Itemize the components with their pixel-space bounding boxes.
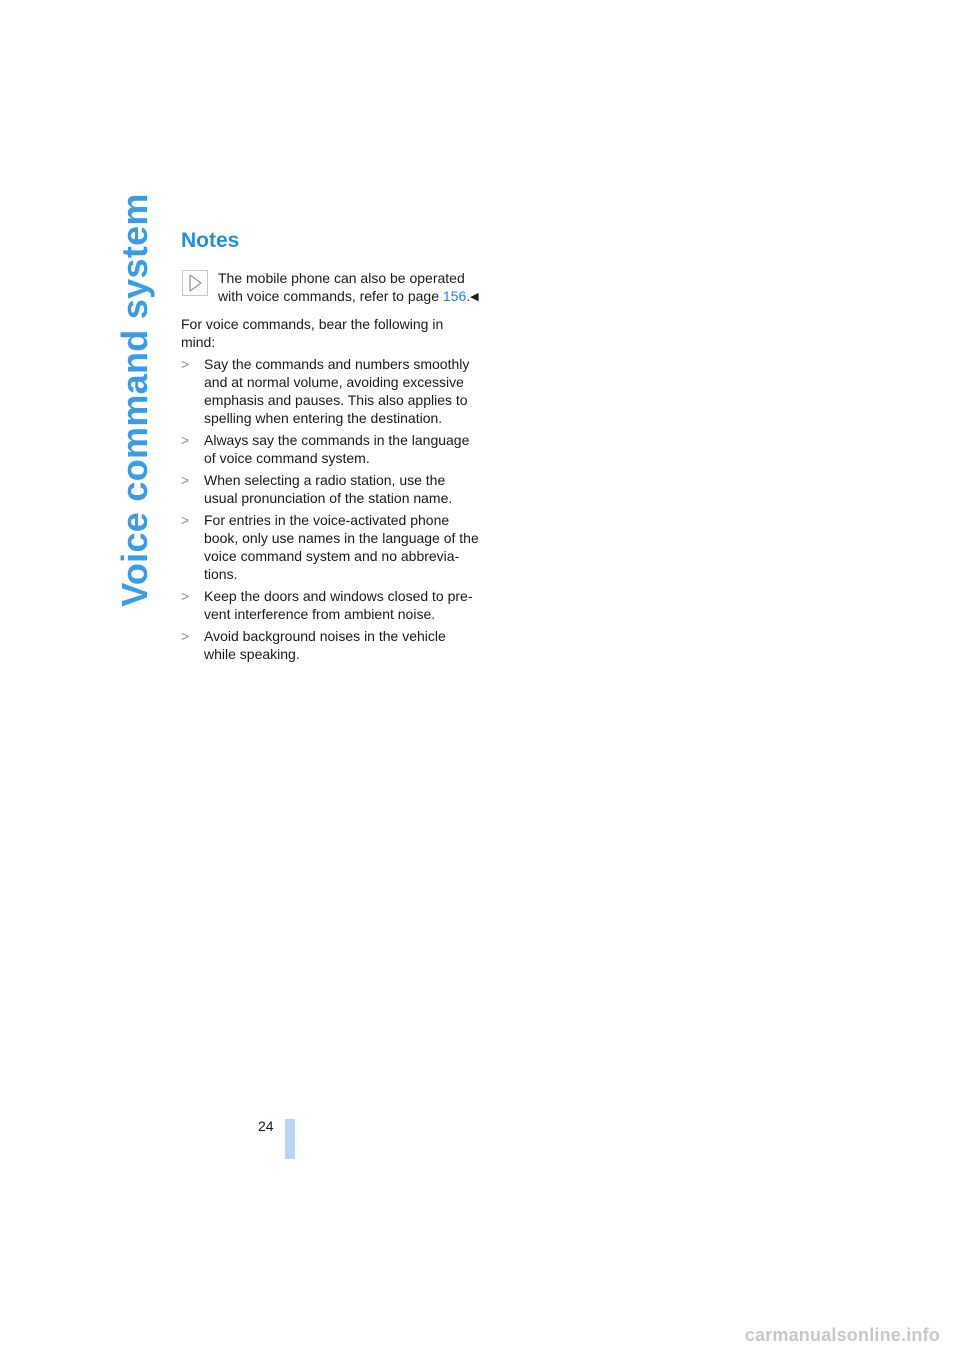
list-item-text: Keep the doors and windows closed to pre-vent interference from ambient noise. [204, 588, 473, 622]
bullet-marker: > [181, 588, 190, 604]
note-block [181, 269, 481, 306]
list-item-text: Avoid background noises in the vehicle while speaking. [204, 628, 446, 662]
note-text [181, 269, 481, 306]
page-number: 24 [258, 1118, 274, 1134]
main-content [181, 226, 481, 667]
list-item [181, 471, 481, 507]
side-section-title-text: Voice command system [113, 193, 155, 607]
list-item [181, 355, 481, 427]
list-item-text: When selecting a radio station, use the usual pronunciation of the station name. [204, 472, 453, 506]
bullet-marker: > [181, 628, 190, 644]
notes-bullet-list [181, 355, 481, 663]
note-text-after: . [466, 288, 471, 304]
end-mark-icon: ◀ [470, 291, 479, 303]
bullet-marker: > [181, 472, 190, 488]
list-item-text: Say the commands and numbers smoothly and at normal volume, avoiding excessive emphasis and pauses. This also applies to spelling when entering the destination. [204, 356, 470, 426]
note-triangle-icon [182, 270, 208, 296]
list-item [181, 587, 481, 623]
page-tab-bar [285, 1119, 295, 1159]
list-item-text: Always say the commands in the language of voice command system. [204, 432, 470, 466]
section-heading: Notes [181, 229, 240, 252]
side-section-title [112, 193, 157, 607]
bullet-marker: > [181, 512, 190, 528]
list-item [181, 511, 481, 583]
page-reference-link[interactable]: 156 [442, 288, 467, 304]
list-item [181, 627, 481, 663]
bullet-marker: > [181, 432, 190, 448]
bullet-marker: > [181, 356, 190, 372]
intro-paragraph: For voice commands, bear the following in mind: [181, 316, 444, 350]
watermark-text: carmanualsonline.info [744, 1325, 940, 1345]
list-item-text: For entries in the voice-activated phone book, only use names in the language of the voice command system and no abbrevia-tions. [204, 512, 479, 582]
note-text-before: The mobile phone can also be operated with voice commands, refer to page [218, 270, 465, 304]
list-item [181, 431, 481, 467]
